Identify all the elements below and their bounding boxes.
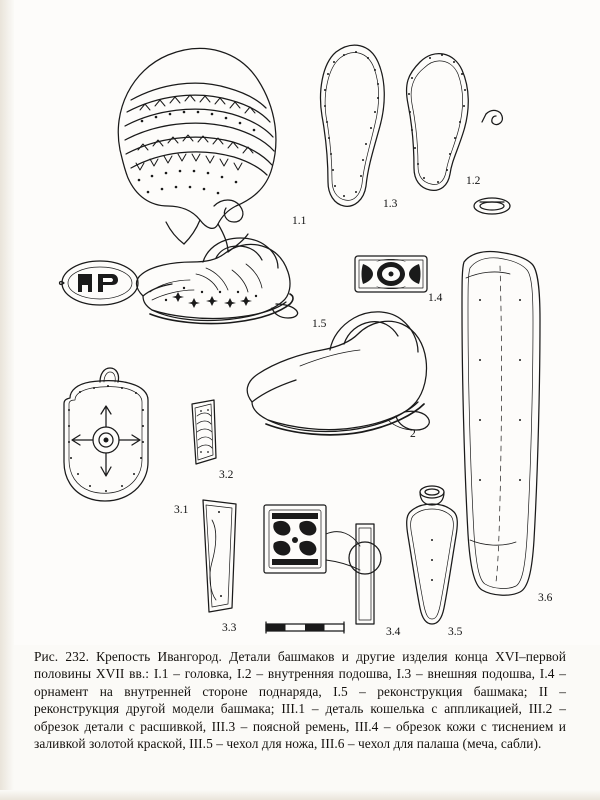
label-1-5: 1.5 [312,318,327,330]
figure-caption: Рис. 232. Крепость Ивангород. Детали башмаков и другие изделия конца XVI–первой половины XVII вв.: I.1 – головка, I.2 – внутренняя подошва, I.3 – внешняя подошва, I.4 – орнамент на внутренней стороне поднаряда, I.5 – реконструкция башмака; II – реконструкция другой модели башмака; III.1 – деталь кошелька с аппликацией, III.2 – обрезок детали с расшивкой, III.3 – поясной ремень, III.4 – обрезок кожи с тиснением и заливкой золотой краской, III.5 – чехол для ножа, III.6 – чехол для палаша (меча, сабли). [34,649,566,752]
label-3-6: 3.6 [538,592,553,604]
page-edge-shadow-bottom [0,790,600,800]
label-3-1: 3.1 [174,504,189,516]
label-3-5: 3.5 [448,626,463,638]
label-1-1: 1.1 [292,215,307,227]
label-3-4: 3.4 [386,626,401,638]
label-1-3: 1.3 [383,198,398,210]
label-3-2: 3.2 [219,469,234,481]
label-1-4: 1.4 [428,292,443,304]
page-edge-shadow-left [0,0,14,800]
label-1-2: 1.2 [466,175,481,187]
label-3-3: 3.3 [222,622,237,634]
label-2: 2 [410,428,416,440]
